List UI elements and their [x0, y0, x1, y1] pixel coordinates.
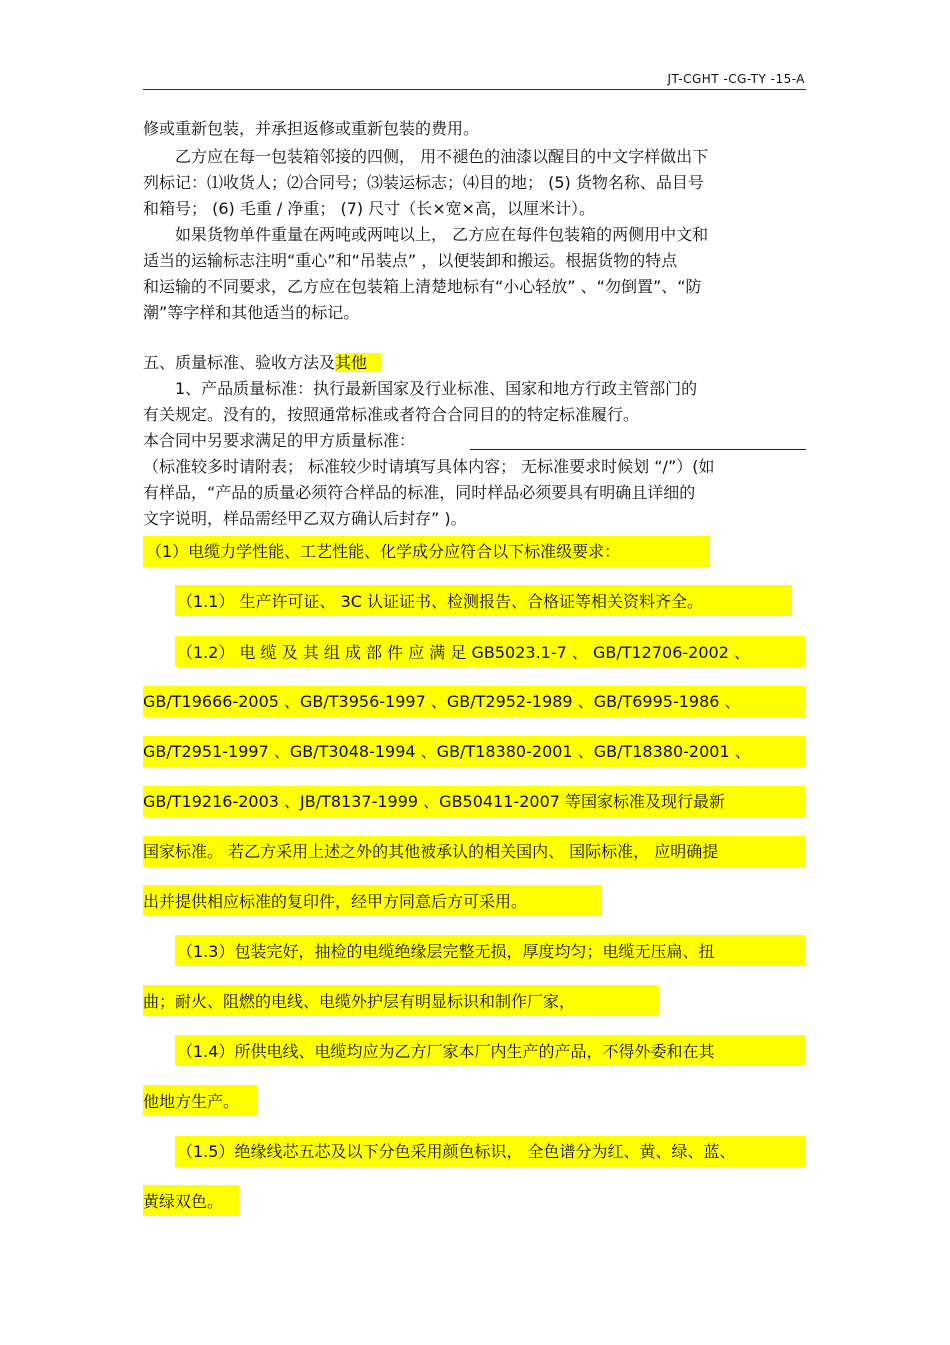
paragraph-line: 修或重新包装，并承担返修或重新包装的费用。 [143, 119, 480, 138]
highlight-line: （1.4）所供电线、电缆均应为乙方厂家本厂内生产的产品，不得外委和在其 [177, 1042, 715, 1061]
header-code: JT-CGHT -CG-TY -15-A [667, 72, 805, 86]
highlight-line: GB/T19666-2005 、GB/T3956-1997 、GB/T2952-1989 、GB/T6995-1986 、 [143, 692, 741, 711]
paragraph-line: 有关规定。没有的，按照通常标准或者符合合同目的的特定标准履行。 [143, 405, 640, 424]
highlight-line: 国家标准。 若乙方采用上述之外的其他被承认的相关国内、 国际标准， 应明确提 [143, 842, 719, 861]
highlight-line: （1.1） 生产许可证、 3C 认证证书、检测报告、合格证等相关资料齐全。 [177, 592, 704, 611]
highlight-line: 出并提供相应标准的复印件，经甲方同意后方可采用。 [143, 892, 528, 911]
section-heading-text: 五、质量标准、验收方法及 [143, 353, 336, 372]
highlight-line: 他地方生产。 [143, 1092, 240, 1111]
paragraph-line: 乙方应在每一包装箱邻接的四侧， 用不褪色的油漆以醒目的中文字样做出下 [175, 147, 709, 166]
paragraph-line: 和运输的不同要求，乙方应在包装箱上清楚地标有“小心轻放” 、“勿倒置”、“防 [143, 277, 702, 296]
paragraph-line: （标准较多时请附表； 标准较少时请填写具体内容； 无标准要求时候划 “/”）(如 [143, 457, 715, 476]
paragraph-line: 和箱号； (6) 毛重 / 净重； (7) 尺寸（长×宽×高，以厘米计）。 [143, 199, 596, 218]
highlight-line: （1.5）绝缘线芯五芯及以下分色采用颜色标识， 全色谱分为红、黄、绿、蓝、 [177, 1142, 736, 1161]
section-heading [143, 352, 381, 374]
highlight-line: （1.2） 电 缆 及 其 组 成 部 件 应 满 足 GB5023.1-7 、 GB/T12706-2002 、 [177, 643, 750, 662]
highlight-line: （1.3）包装完好，抽检的电缆绝缘层完整无损，厚度均匀；电缆无压扁、扭 [177, 942, 715, 961]
highlight-line: （1）电缆力学性能、工艺性能、化学成分应符合以下标准级要求： [146, 542, 621, 561]
paragraph-line: 适当的运输标志注明“重心”和“吊装点” ，以便装卸和搬运。根据货物的特点 [143, 251, 678, 270]
paragraph-line: 1、产品质量标准：执行最新国家及行业标准、国家和地方行政主管部门的 [175, 379, 698, 398]
fill-in-blank [470, 449, 806, 450]
highlight-line: GB/T2951-1997 、GB/T3048-1994 、GB/T18380-2001 、GB/T18380-2001 、 [143, 742, 751, 761]
highlight-line: 曲；耐火、阻燃的电线、电缆外护层有明显标识和制作厂家， [143, 992, 576, 1011]
paragraph-line: 列标记：⑴收货人；⑵合同号；⑶装运标志；⑷目的地； (5) 货物名称、品目号 [143, 173, 704, 192]
header-rule [143, 89, 806, 90]
paragraph-line: 如果货物单件重量在两吨或两吨以上， 乙方应在每件包装箱的两侧用中文和 [175, 225, 709, 244]
paragraph-line: 本合同中另要求满足的甲方质量标准： [143, 431, 416, 450]
section-heading-highlight: 其他 [335, 353, 381, 372]
paragraph-line: 文字说明，样品需经甲乙双方确认后封存” )。 [143, 509, 467, 528]
paragraph-line: 有样品，“产品的质量必须符合样品的标准，同时样品必须要具有明确且详细的 [143, 483, 696, 502]
paragraph-line: 潮”等字样和其他适当的标记。 [143, 303, 360, 322]
highlight-line: 黄绿双色。 [143, 1192, 224, 1211]
highlight-line: GB/T19216-2003 、JB/T8137-1999 、GB50411-2007 等国家标准及现行最新 [143, 792, 726, 811]
